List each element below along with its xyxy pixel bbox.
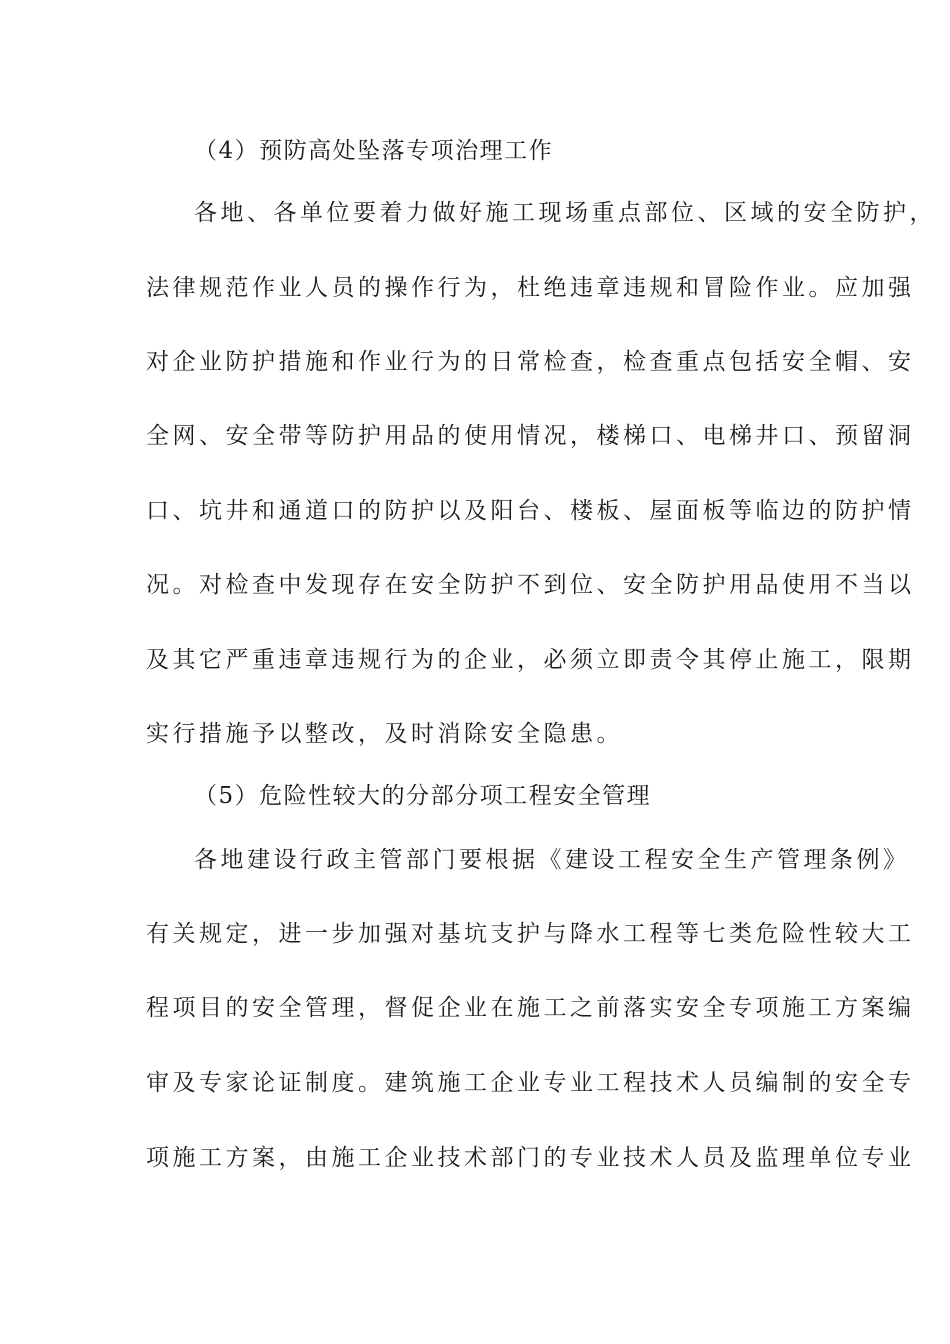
section-heading-5: （5）危险性较大的分部分项工程安全管理 xyxy=(194,783,652,809)
paragraph-line: 审及专家论证制度。建筑施工企业专业工程技术人员编制的安全专 xyxy=(146,1070,915,1096)
paragraph-line: 实行措施予以整改，及时消除安全隐患。 xyxy=(146,721,623,747)
paragraph-line: 各地、各单位要着力做好施工现场重点部位、区域的安全防护， xyxy=(194,200,936,226)
section-heading-4: （4）预防高处坠落专项治理工作 xyxy=(194,138,554,164)
paragraph-line: 各地建设行政主管部门要根据《建设工程安全生产管理条例》 xyxy=(194,847,910,873)
paragraph-line: 及其它严重违章违规行为的企业，必须立即责令其停止施工，限期 xyxy=(146,647,915,673)
paragraph-line: 程项目的安全管理，督促企业在施工之前落实安全专项施工方案编 xyxy=(146,995,915,1021)
paragraph-line: 对企业防护措施和作业行为的日常检查，检查重点包括安全帽、安 xyxy=(146,349,915,375)
paragraph-line: 口、坑井和通道口的防护以及阳台、楼板、屋面板等临边的防护情 xyxy=(146,498,915,524)
paragraph-line: 全网、安全带等防护用品的使用情况，楼梯口、电梯井口、预留洞 xyxy=(146,423,915,449)
paragraph-line: 有关规定，进一步加强对基坑支护与降水工程等七类危险性较大工 xyxy=(146,921,915,947)
paragraph-line: 法律规范作业人员的操作行为，杜绝违章违规和冒险作业。应加强 xyxy=(146,275,915,301)
paragraph-line: 项施工方案，由施工企业技术部门的专业技术人员及监理单位专业 xyxy=(146,1145,915,1171)
paragraph-line: 况。对检查中发现存在安全防护不到位、安全防护用品使用不当以 xyxy=(146,572,915,598)
